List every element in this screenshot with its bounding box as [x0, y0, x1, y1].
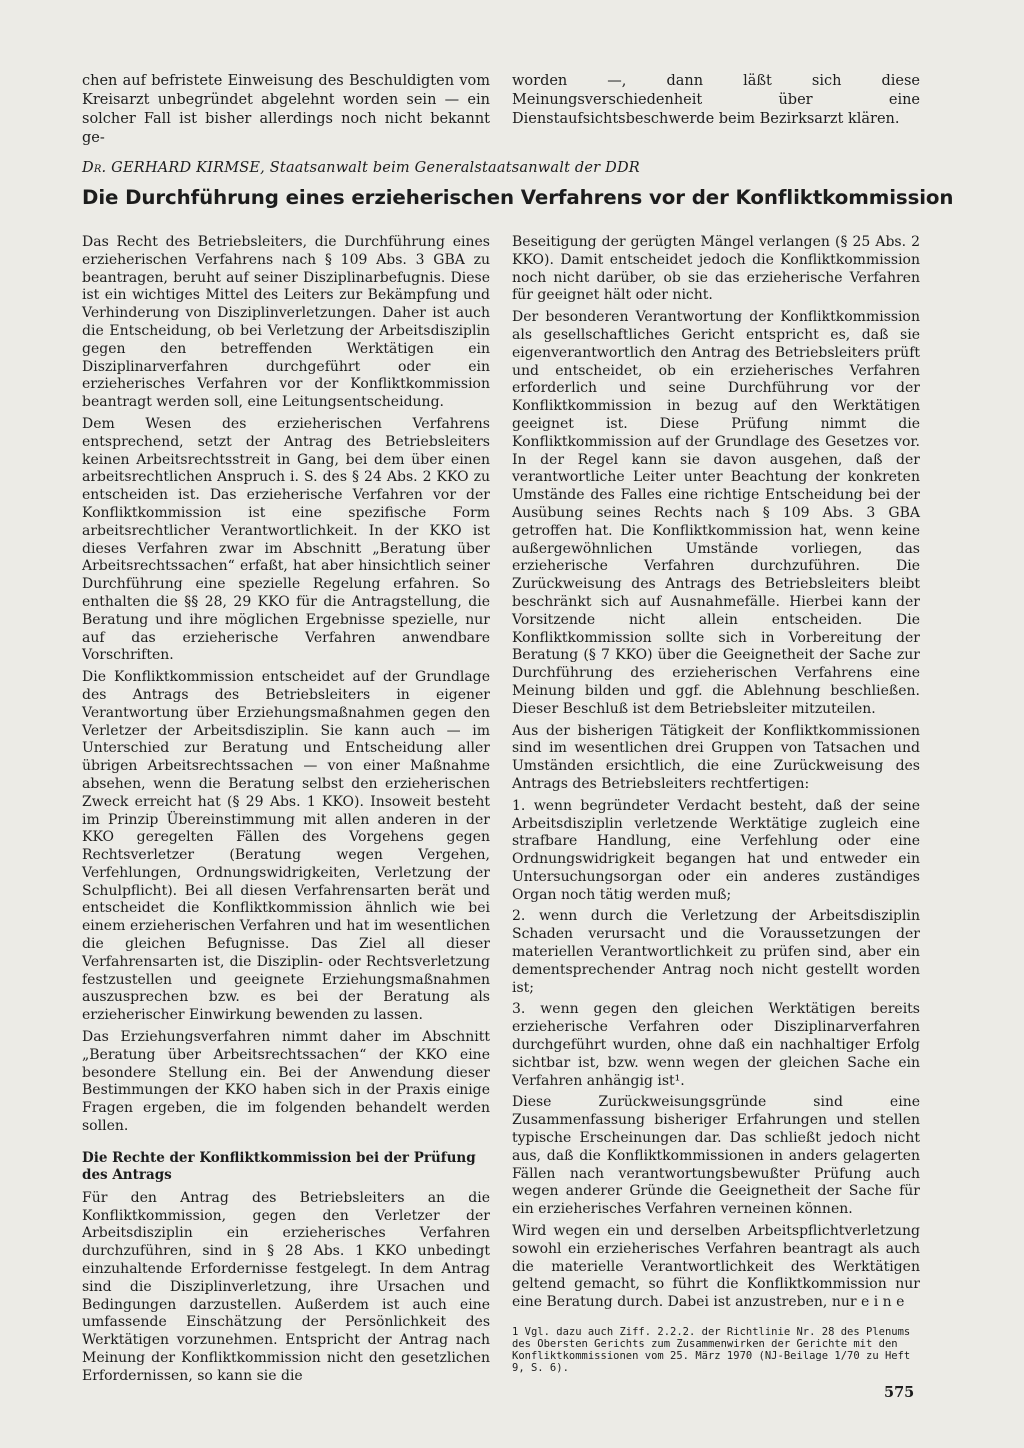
prev-article-text-left: chen auf befristete Einweisung des Beschuldigten vom Kreisarzt unbegründet abgelehnt worden sein — ein solcher Fall ist bisher allerdings noch nicht bekannt ge- — [82, 73, 490, 146]
paragraph: Beseitigung der gerügten Mängel verlangen (§ 25 Abs. 2 KKO). Damit entscheidet jedoch die Konfliktkommission noch nicht darüber, ob sie das erzieherische Verfahren für geeignet hält oder nicht. — [512, 234, 920, 304]
list-item: 2. wenn durch die Verletzung der Arbeitsdisziplin Schaden verursacht und die Voraussetzungen der materiellen Verantwortlichkeit zu prüfen sind, aber ein dementsprechender Antrag noch nicht gestellt worden ist; — [512, 908, 920, 996]
paragraph: Für den Antrag des Betriebsleiters an die Konfliktkommission, gegen den Verletzer der Arbeitsdisziplin ein erzieherisches Verfahren durchzuführen, sind in § 28 Abs. 1 KKO unbedingt einzuhaltende Erfordernisse festgelegt. In dem Antrag sind die Disziplinverletzung, ihre Ursachen und Bedingungen darzustellen. Außerdem ist auch eine umfassende Einschätzung der Persönlichkeit des Werktätigen vorzunehmen. Entspricht der Antrag nach Meinung der Konfliktkommission nicht den gesetzlichen Erfordernissen, so kann sie die — [82, 1189, 490, 1384]
prev-article-end-right — [512, 72, 920, 133]
paragraph: Das Recht des Betriebsleiters, die Durchführung eines erzieherischen Verfahrens nach § 109 Abs. 3 GBA zu beantragen, beruht auf seiner Disziplinarbefugnis. Diese ist ein wichtiges Mittel des Leiters zur Bekämpfung und Verhinderung von Disziplinverletzungen. Daher ist auch die Entscheidung, ob bei Verletzung der Arbeitsdisziplin gegen den betreffenden Werktätigen ein Disziplinarverfahren durchgeführt oder ein erzieherisches Verfahren vor der Konfliktkommission beantragt werden soll, eine Leitungsentscheidung. — [82, 234, 490, 411]
paragraph: Diese Zurückweisungsgründe sind eine Zusammenfassung bisheriger Erfahrungen und stellen typische Erscheinungen dar. Das schließt jedoch nicht aus, daß die Konfliktkommissionen in anders gelagerten Fällen nach verantwortungsbewußter Prüfung auch wegen anderer Gründe die Geeignetheit der Sache für ein erzieherisches Verfahren verneinen können. — [512, 1094, 920, 1218]
article-author — [82, 160, 922, 176]
paragraph: Das Erziehungsverfahren nimmt daher im Abschnitt „Beratung über Arbeitsrechtssachen“ der KKO eine besondere Stellung ein. Bei der Anwendung dieser Bestimmungen der KKO haben sich in der Praxis einige Fragen ergeben, die im folgenden behandelt werden sollen. — [82, 1029, 490, 1135]
paragraph: Die Konfliktkommission entscheidet auf der Grundlage des Antrags des Betriebsleiters in eigener Verantwortung über Erziehungsmaßnahmen gegen den Verletzer der Arbeitsdisziplin. Sie kann auch — im Unterschied zur Beratung und Entscheidung aller übrigen Arbeitsrechtssachen — von einer Maßnahme absehen, wenn die Beratung selbst den erzieherischen Zweck erreicht hat (§ 29 Abs. 1 KKO). Insoweit besteht im Prinzip Übereinstimmung mit allen anderen in der KKO geregelten Fällen des Vorgehens gegen Rechtsverletzer (Beratung wegen Vergehen, Verfehlungen, Ordnungswidrigkeiten, Verletzung der Schulpflicht). Bei all diesen Verfahrensarten berät und entscheidet die Konfliktkommission ähnlich wie bei einem erzieherischen Verfahren und hat im wesentlichen die gleichen Befugnisse. Das Ziel all dieser Verfahrensarten ist, die Disziplin- oder Rechtsverletzung festzustellen und geeignete Erziehungsmaßnahmen auszusprechen bzw. es bei der Beratung als erzieherischer Einwirkung bewenden zu lassen. — [82, 669, 490, 1024]
paragraph: Der besonderen Verantwortung der Konfliktkommission als gesellschaftliches Gericht entspricht es, daß sie eigenverantwortlich den Antrag des Betriebsleiters prüft und entscheidet, ob ein erzieherisches Verfahren erforderlich und seine Durchführung vor der Konfliktkommission in bezug auf den Werktätigen geeignet ist. Diese Prüfung nimmt die Konfliktkommission auf der Grundlage des Gesetzes vor. In der Regel kann sie davon ausgehen, daß der verantwortliche Leiter unter Beachtung der konkreten Umstände des Falles eine richtige Entscheidung bei der Ausübung seines Rechts nach § 109 Abs. 3 GBA getroffen hat. Die Konfliktkommission hat, wenn keine außergewöhnlichen Umstände vorliegen, das erzieherische Verfahren durchzuführen. Die Zurückweisung des Antrags des Betriebsleiters bleibt beschränkt sich auf Ausnahmefälle. Hierbei kann der Vorsitzende nicht allein entscheiden. Die Konfliktkommission sollte sich in Vorbereitung der Beratung (§ 7 KKO) über die Geeignetheit der Sache zur Durchführung des erzieherischen Verfahrens eine Meinung bilden und ggf. die Ablehnung beschließen. Dieser Beschluß ist dem Betriebsleiter mitzuteilen. — [512, 309, 920, 717]
article-title: Die Durchführung eines erzieherischen Verfahrens vor der Konfliktkommission — [82, 186, 954, 209]
author-position: Staatsanwalt beim Generalstaatsanwalt der DDR — [269, 160, 640, 176]
prev-article-text-right: worden —, dann läßt sich diese Meinungsverschiedenheit über eine Dienstaufsichtsbeschwerde beim Bezirksarzt klären. — [512, 73, 920, 127]
list-item: 1. wenn begründeter Verdacht besteht, daß der seine Arbeitsdisziplin verletzende Werktätige zugleich eine strafbare Handlung, eine Verfehlung oder eine Ordnungswidrigkeit begangen hat und entweder ein Untersuchungsorgan oder ein anderes zuständiges Organ noch tätig werden muß; — [512, 797, 920, 903]
paragraph: Aus der bisherigen Tätigkeit der Konfliktkommissionen sind im wesentlichen drei Gruppen von Tatsachen und Umständen ersichtlich, die eine Zurückweisung des Antrags des Betriebsleiters rechtfertigen: — [512, 722, 920, 792]
footnote: 1 Vgl. dazu auch Ziff. 2.2.2. der Richtlinie Nr. 28 des Plenums des Obersten Gerichts zum Zusammenwirken der Gerichte mit den Konfliktkommissionen vom 25. März 1970 (NJ-Beilage 1/70 zu Heft 9, S. 6). — [512, 1326, 911, 1375]
paragraph: Wird wegen ein und derselben Arbeitspflichtverletzung sowohl ein erzieherisches Verfahren beantragt als auch die materielle Verantwortlichkeit des Werktätigen geltend gemacht, so führt die Konfliktkommission nur eine Beratung durch. Dabei ist anzustreben, nur e i n e — [512, 1223, 920, 1311]
article-column-left — [82, 234, 490, 1390]
page-number: 575 — [884, 1384, 915, 1401]
section-subheading: Die Rechte der Konfliktkommission bei der Prüfung des Antrags — [82, 1149, 476, 1183]
list-item: 3. wenn gegen den gleichen Werktätigen bereits erzieherische Verfahren oder Disziplinarverfahren durchgeführt wurden, ohne daß ein nachhaltiger Erfolg sichtbar ist, bzw. wenn wegen der gleichen Sache ein Verfahren anhängig ist¹. — [512, 1001, 920, 1089]
author-name: Dr. GERHARD KIRMSE, — [82, 160, 265, 176]
prev-article-end-left — [82, 72, 490, 152]
article-column-right — [512, 234, 920, 1378]
paragraph: Dem Wesen des erzieherischen Verfahrens entsprechend, setzt der Antrag des Betriebsleiters keinen Arbeitsrechtsstreit in Gang, bei dem über einen arbeitsrechtlichen Anspruch i. S. des § 24 Abs. 2 KKO zu entscheiden ist. Das erzieherische Verfahren vor der Konfliktkommission ist eine spezifische Form arbeitsrechtlicher Verantwortlichkeit. In der KKO ist dieses Verfahren zwar im Abschnitt „Beratung über Arbeitsrechtssachen“ erfaßt, hat aber hinsichtlich seiner Durchführung eine spezielle Regelung erfahren. So enthalten die §§ 28, 29 KKO für die Antragstellung, die Beratung und ihre möglichen Ergebnisse spezielle, nur auf das erzieherische Verfahren anwendbare Vorschriften. — [82, 415, 490, 664]
